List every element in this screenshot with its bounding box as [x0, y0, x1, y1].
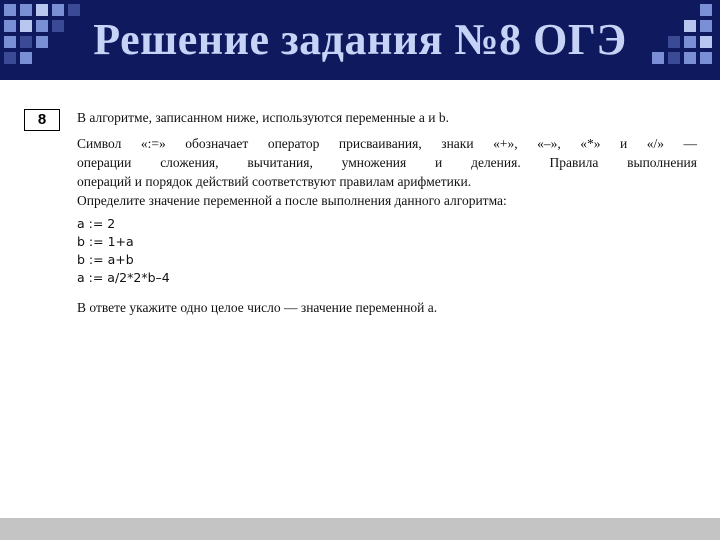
answer-instruction: В ответе укажите одно целое число — значение переменной a.: [77, 300, 438, 315]
code-line: a := a/2*2*b–4: [77, 270, 170, 285]
task-description-line-3: операций и порядок действий соответствуют правилам арифметики.: [77, 174, 472, 189]
slide-title: Решение задания №8 ОГЭ: [93, 15, 627, 64]
task-content: [0, 80, 720, 520]
task-description-line-1: Символ «:=» обозначает оператор присваивания, знаки «+», «–», «*» и «/» —: [77, 136, 697, 151]
task-number-badge: 8: [24, 109, 60, 131]
code-line: a := 2: [77, 216, 116, 231]
code-line: b := a+b: [77, 252, 134, 267]
code-line: b := 1+a: [77, 234, 134, 249]
task-question: Определите значение переменной a после выполнения данного алгоритма:: [77, 193, 507, 208]
task-description-line-2: операции сложения, вычитания, умножения и деления. Правила выполнения: [77, 155, 697, 170]
slide-footer-bar: [0, 518, 720, 540]
task-intro: В алгоритме, записанном ниже, используются переменные a и b.: [77, 110, 450, 125]
slide-header: [0, 0, 720, 80]
